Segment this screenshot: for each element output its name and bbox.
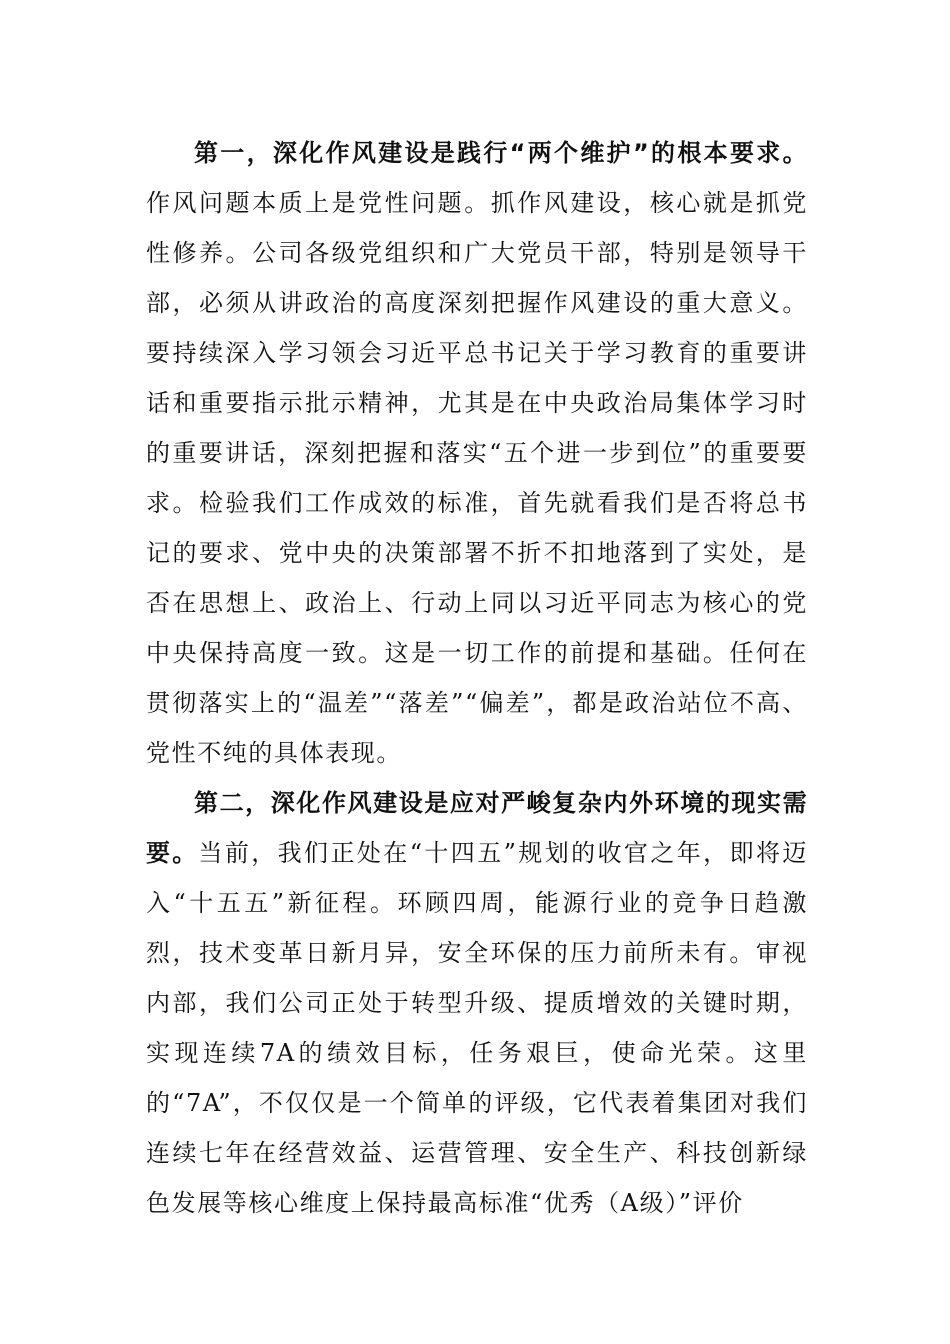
document-body xyxy=(146,128,808,1228)
paragraph-1-text: 作风问题本质上是党性问题。抓作风建设，核心就是抓党性修养。公司各级党组织和广大党员干部，特别是领导干部，必须从讲政治的高度深刻把握作风建设的重大意义。要持续深入学习领会习近平总书记关于学习教育的重要讲话和重要指示批示精神，尤其是在中央政治局集体学习时的重要讲话，深刻把握和落实“五个进一步到位”的重要要求。检验我们工作成效的标准，首先就看我们是否将总书记的要求、党中央的决策部署不折不扣地落到了实处，是否在思想上、政治上、行动上同以习近平同志为核心的党中央保持高度一致。这是一切工作的前提和基础。任何在贯彻落实上的“温差”“落差”“偏差”，都是政治站位不高、党性不纯的具体表现。 xyxy=(146,189,808,767)
paragraph-1 xyxy=(146,128,808,778)
paragraph-2-text: 当前，我们正处在“十四五”规划的收官之年，即将迈入“十五五”新征程。环顾四周，能源行业的竞争日趋激烈，技术变革日新月异，安全环保的压力前所未有。审视内部，我们公司正处于转型升级、提质增效的关键时期，实现连续7A的绩效目标，任务艰巨，使命光荣。这里的“7A”，不仅仅是一个简单的评级，它代表着集团对我们连续七年在经营效益、运营管理、安全生产、科技创新绿色发展等核心维度上保持最高标准“优秀（A级）”评价 xyxy=(146,839,808,1217)
paragraph-2 xyxy=(146,778,808,1228)
paragraph-1-heading: 第一，深化作风建设是践行“两个维护”的根本要求。 xyxy=(194,139,808,167)
paragraph-2-heading: 第二，深化作风建设是应对严峻复杂内外环境的现实需要。 xyxy=(146,789,808,867)
